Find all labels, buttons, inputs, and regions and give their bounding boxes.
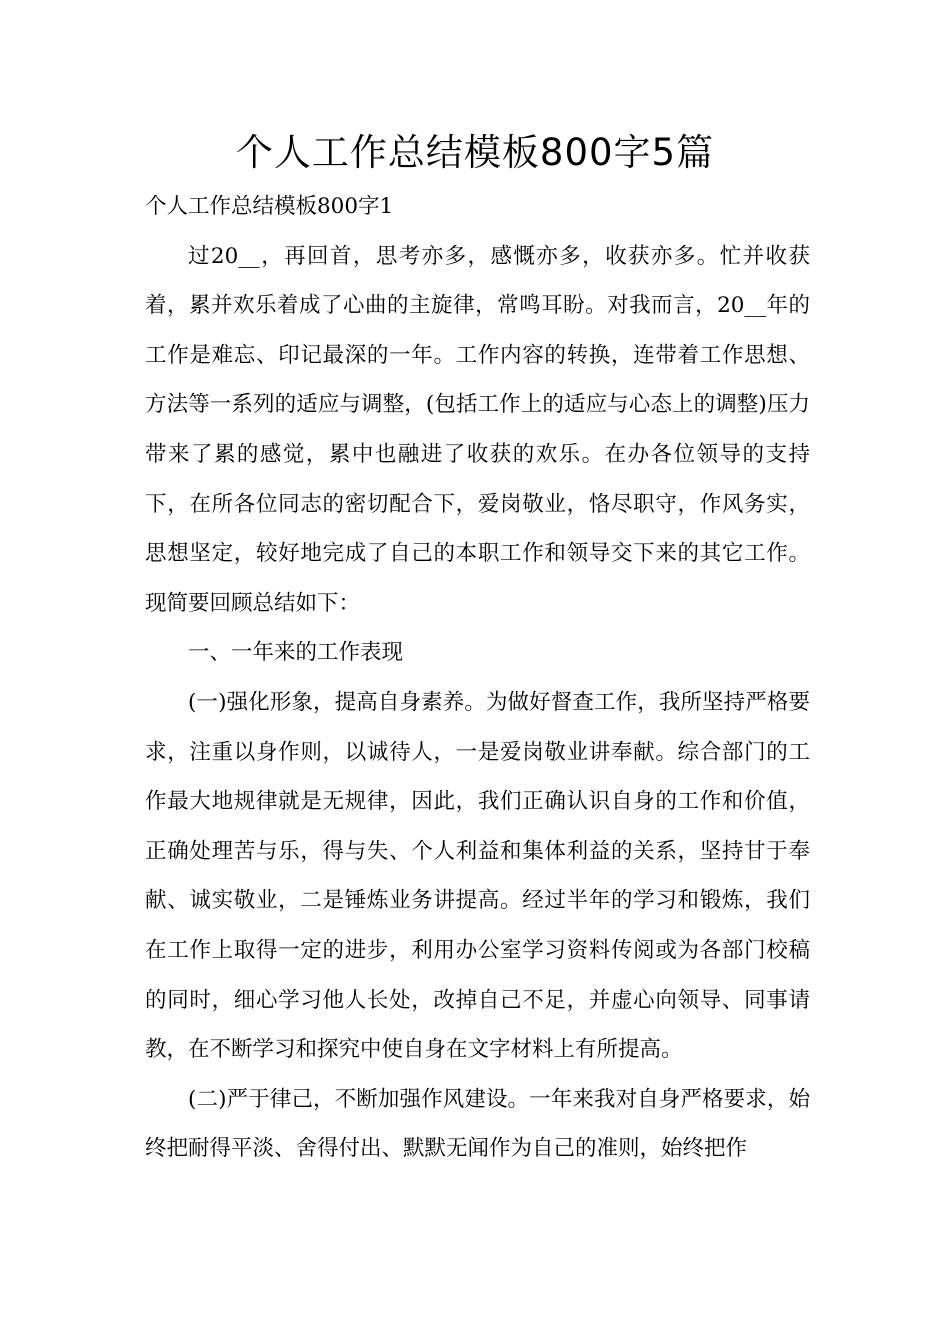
document-body bbox=[145, 182, 810, 1174]
paragraph-item-2: (二)严于律己，不断加强作风建设。一年来我对自身严格要求，始终把耐得平淡、舍得付出、默默无闻作为自己的准则，始终把作 bbox=[145, 1086, 810, 1162]
paragraph-intro: 过20__，再回首，思考亦多，感慨亦多，收获亦多。忙并收获着，累并欢乐着成了心曲的主旋律，常鸣耳盼。对我而言，20__年的工作是难忘、印记最深的一年。工作内容的转换，连带着工作思想、方法等一系列的适应与调整，(包括工作上的适应与心态上的调整)压力带来了累的感觉，累中也融进了收获的欢乐。在办各位领导的支持下，在所各位同志的密切配合下，爱岗敬业，恪尽职守，作风务实，思想坚定，较好地完成了自己的本职工作和领导交下来的其它工作。现简要回顾总结如下： bbox=[145, 243, 810, 616]
document-title: 个人工作总结模板800字5篇 bbox=[235, 131, 715, 174]
paragraph-item-1: (一)强化形象，提高自身素养。为做好督查工作，我所坚持严格要求，注重以身作则，以诚待人，一是爱岗敬业讲奉献。综合部门的工作最大地规律就是无规律，因此，我们正确认识自身的工作和价值，正确处理苦与乐，得与失、个人利益和集体利益的关系，坚持甘于奉献、诚实敬业，二是锤炼业务讲提高。经过半年的学习和锻炼，我们在工作上取得一定的进步，利用办公室学习资料传阅或为各部门校稿的同时，细心学习他人长处，改掉自己不足，并虚心向领导、同事请教，在不断学习和探究中使自身在文字材料上有所提高。 bbox=[145, 689, 810, 1063]
section-subtitle: 个人工作总结模板800字1 bbox=[145, 194, 394, 219]
section-heading: 一、一年来的工作表现 bbox=[188, 640, 404, 666]
